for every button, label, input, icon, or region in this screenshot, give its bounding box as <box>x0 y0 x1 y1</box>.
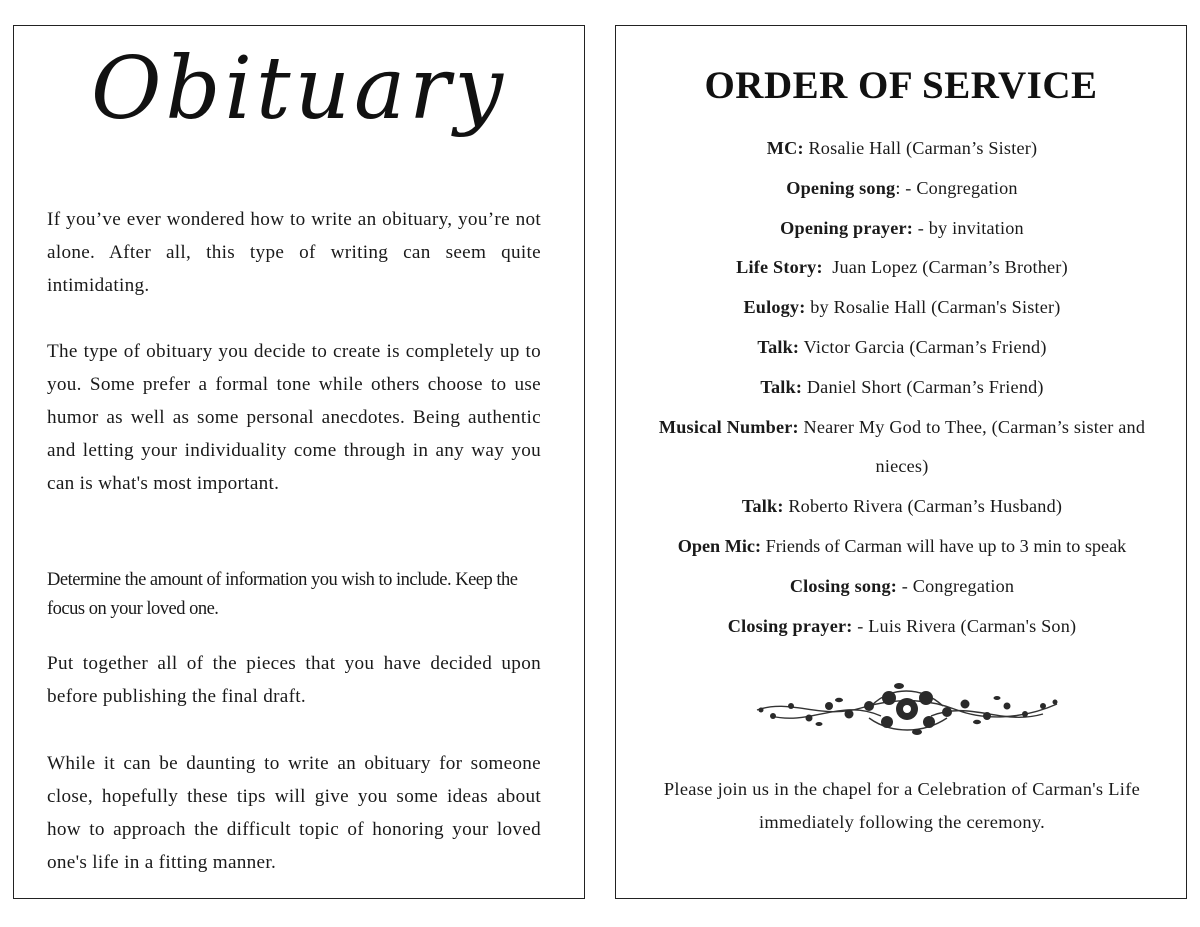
obituary-panel <box>13 25 585 899</box>
service-item-text: Friends of Carman will have up to 3 min to speak <box>761 535 1127 556</box>
closing-note: Please join us in the chapel for a Celebration of Carman's Life immediately following the ceremony. <box>663 779 1141 832</box>
service-title: ORDER OF SERVICE <box>704 64 1098 107</box>
floral-divider-icon <box>751 676 1063 738</box>
service-item-text: Rosalie Hall (Carman’s Sister) <box>803 138 1038 158</box>
service-item-label: Eulogy: <box>743 297 806 318</box>
obituary-paragraph: The type of obituary you decide to create is completely up to you. Some prefer a formal tone while others choose to use humor as well as some personal anecdotes. Being authentic and letting your individuality come through in any way you can is what's most important. <box>47 341 541 495</box>
service-item-text: by Rosalie Hall (Carman's Sister) <box>805 297 1061 318</box>
obituary-paragraph: If you’ve ever wondered how to write an obituary, you’re not alone. After all, this type of writing can seem quite intimidating. <box>47 209 541 297</box>
service-item <box>646 567 1158 607</box>
service-item <box>646 288 1158 328</box>
service-item-text: - Luis Rivera (Carman's Son) <box>852 615 1077 636</box>
service-item-label: Talk: <box>741 496 784 517</box>
service-item-label: Open Mic: <box>677 535 762 556</box>
service-item-label: Opening prayer: <box>780 217 914 238</box>
service-item-label: Closing song: <box>789 575 898 596</box>
service-item-text: Roberto Rivera (Carman’s Husband) <box>783 496 1063 517</box>
service-item-text: Nearer My God to Thee, (Carman’s sister and nieces) <box>798 416 1146 477</box>
service-item <box>646 248 1158 288</box>
service-item-label: MC: <box>766 138 804 158</box>
service-item <box>646 368 1158 408</box>
obituary-paragraph: While it can be daunting to write an obituary for someone close, hopefully these tips will give you some ideas about how to approach the difficult topic of honoring your loved one's life in a fitting manner. <box>47 753 541 874</box>
service-item-label: Life Story: <box>736 257 823 278</box>
service-item-label: Opening song <box>786 177 896 198</box>
service-item-label: Talk: <box>760 376 803 397</box>
service-item <box>646 209 1158 249</box>
service-item-text: : - Congregation <box>895 177 1018 198</box>
service-item-label: Musical Number: <box>658 416 799 437</box>
obituary-title: Obituary <box>91 39 507 139</box>
service-item-text: Victor Garcia (Carman’s Friend) <box>799 336 1047 357</box>
service-item-text: Daniel Short (Carman’s Friend) <box>802 376 1044 397</box>
service-item-label: Talk: <box>757 336 800 357</box>
service-item-text: Juan Lopez (Carman’s Brother) <box>822 257 1068 278</box>
service-item <box>646 607 1158 647</box>
service-list <box>646 129 1158 646</box>
service-item <box>646 527 1158 567</box>
service-item-text: - Congregation <box>897 575 1015 596</box>
service-item-label: Closing prayer: <box>727 615 853 636</box>
service-item <box>646 169 1158 209</box>
order-of-service-panel <box>615 25 1187 899</box>
service-item <box>646 328 1158 368</box>
service-item <box>646 487 1158 527</box>
service-item <box>646 129 1158 169</box>
obituary-paragraph: Put together all of the pieces that you have decided upon before publishing the final draft. <box>47 653 541 708</box>
obituary-paragraph: Determine the amount of information you wish to include. Keep the focus on your loved one. <box>47 569 518 619</box>
service-item <box>646 408 1158 488</box>
service-item-text: - by invitation <box>913 217 1024 238</box>
